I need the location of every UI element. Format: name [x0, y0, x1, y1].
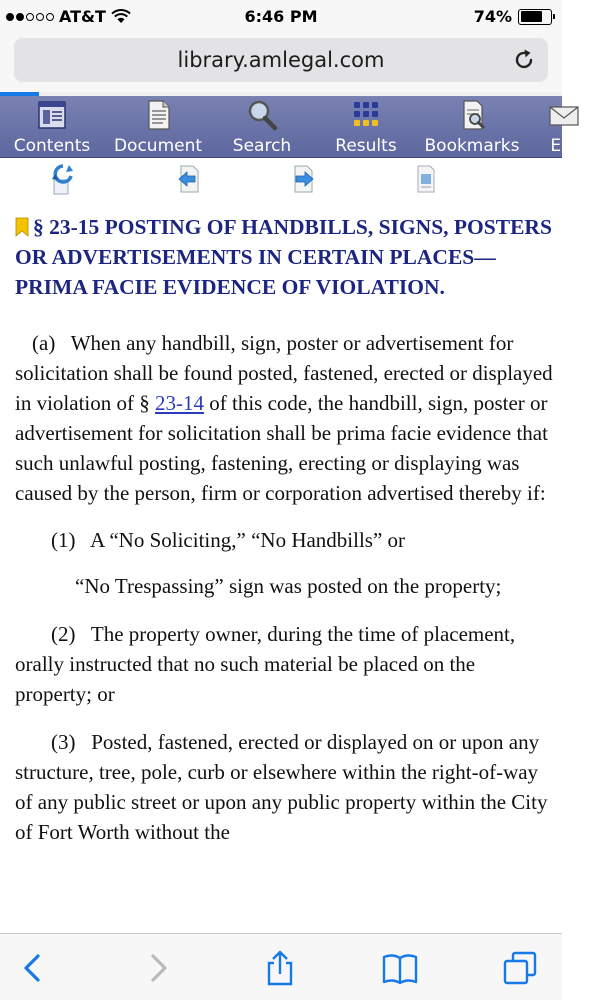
sync-toc-icon[interactable] [50, 164, 76, 194]
bookmarks-icon [455, 99, 489, 131]
share-icon[interactable] [262, 950, 298, 986]
item-2 [15, 619, 555, 709]
section-23-14-link[interactable]: 23-14 [155, 391, 204, 415]
section-heading [15, 212, 555, 302]
item-1-text: A “No Soliciting,” “No Handbills” or [90, 528, 406, 552]
item-3 [15, 727, 555, 847]
address-bar[interactable] [14, 38, 548, 82]
address-bar-area [0, 34, 562, 92]
email-icon [547, 99, 581, 131]
item-1-continuation: “No Trespassing” sign was posted on the property; [75, 574, 502, 598]
toolbar-label: Document [113, 136, 203, 156]
results-grid-icon [349, 99, 383, 131]
item-1 [15, 525, 555, 555]
paragraph-a [15, 328, 555, 508]
document-nav-row [0, 160, 562, 204]
toolbar-label: Bookmarks [424, 136, 520, 156]
print-icon[interactable] [412, 164, 438, 194]
item-1-label: (1) [51, 528, 76, 552]
previous-section-icon[interactable] [176, 164, 202, 194]
bookmark-flag-icon[interactable] [15, 218, 29, 236]
next-section-icon[interactable] [290, 164, 316, 194]
toolbar-bookmarks-button[interactable] [420, 96, 524, 158]
toolbar-search-button[interactable] [226, 96, 298, 158]
section-heading-text: § 23-15 POSTING OF HANDBILLS, SIGNS, POSTERS OR ADVERTISEMENTS IN CERTAIN PLACES—PRIMA FACIE EVIDENCE OF VIOLATION. [15, 215, 552, 299]
paragraph-a-text-end: of this code, the handbill, sign, poster or advertisement for solicitation shall be prima facie evidence that such unlawful posting, fastening, erecting or displaying was caused by the person, firm or corporation advertised thereby if: [15, 391, 548, 505]
forward-icon[interactable] [140, 950, 176, 986]
paragraph-a-text-start: When any handbill, sign, poster or advertisement for solicitation shall be found posted, fastened, erected or displayed in violation of § [15, 331, 553, 415]
battery-level-fill [521, 11, 542, 22]
document-toolbar [0, 96, 578, 158]
status-bar [0, 0, 562, 34]
search-icon [245, 99, 279, 131]
item-2-label: (2) [51, 622, 76, 646]
toolbar-document-button[interactable] [112, 96, 204, 158]
clock: 6:46 PM [244, 7, 318, 26]
contents-icon [35, 99, 69, 131]
item-2-text: The property owner, during the time of placement, orally instructed that no such material be placed on the property; or [15, 622, 516, 706]
toolbar-contents-button[interactable] [12, 96, 92, 158]
toolbar-label: Search [232, 136, 292, 156]
url-text[interactable]: library.amlegal.com [177, 48, 385, 72]
back-icon[interactable] [16, 950, 52, 986]
toolbar-label: Em [550, 136, 578, 156]
document-icon [141, 99, 175, 131]
item-3-text: Posted, fastened, erected or displayed on or upon any structure, tree, pole, curb or elsewhere within the right-of-way of any public street or upon any public property within the City of Fort Worth without the [15, 730, 548, 844]
paragraph-a-label: (a) [32, 331, 56, 355]
reload-icon[interactable] [512, 48, 536, 72]
battery-icon [518, 9, 552, 25]
browser-bottom-bar [0, 933, 562, 1000]
toolbar-label: Contents [13, 136, 91, 156]
toolbar-email-button[interactable] [534, 96, 594, 158]
toolbar-results-button[interactable] [330, 96, 402, 158]
item-3-label: (3) [51, 730, 76, 754]
toolbar-label: Results [335, 136, 397, 156]
status-right [474, 7, 552, 26]
battery-percent: 74% [473, 7, 512, 26]
tabs-icon[interactable] [502, 950, 538, 986]
document-content [15, 212, 555, 847]
carrier-name: AT&T [59, 7, 106, 26]
bookmarks-book-icon[interactable] [382, 950, 418, 986]
